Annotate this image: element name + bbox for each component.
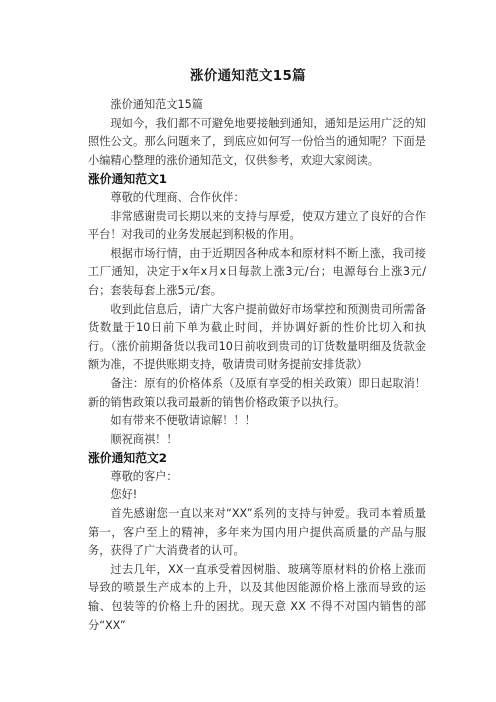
document-title: 涨价通知范文15篇 <box>190 68 306 84</box>
paragraph: 非常感谢贵司长期以来的支持与厚爱，使双方建立了良好的合作平台！对我司的业务发展起到积极的作用。 <box>88 209 426 242</box>
greeting: 您好! <box>110 488 138 502</box>
closing: 顺祝商祺！！ <box>110 432 178 446</box>
paragraph: 收到此信息后，请广大客户提前做好市场掌控和预测贵司所需备货数量于10日前下单为截止时间，并协调好新的性价比切入和执行。（涨价前期备货以我司10日前收到贵司的订货数量明细及货款金额为准，不提供账期支持，敬请贵司财务提前安排货款） <box>88 302 426 372</box>
salutation: 尊敬的代理商、合作伙伴： <box>110 190 245 204</box>
paragraph: 过去几年，XX一直承受着因树脂、玻璃等原材料的价格上涨而导致的喷景生产成本的上升，以及其他因能源价格上涨而导致的运输、包装等的价格上升的困扰。现天意 XX 不得不对国内销售的部分“XX” <box>88 562 426 632</box>
paragraph: 根据市场行情，由于近期因各种成本和原材料不断上涨，我司接工厂通知，决定于x年x月x日每款上涨3元/台；电源每台上涨3元/台；套装每套上涨5元/套。 <box>88 246 426 297</box>
paragraph: 备注：原有的价格体系（及原有享受的相关政策）即日起取消！新的销售政策以我司最新的销售价格政策予以执行。 <box>88 376 426 409</box>
section-heading-1: 涨价通知范文1 <box>88 172 167 187</box>
salutation: 尊敬的客户： <box>110 469 178 483</box>
paragraph: 如有带来不便敬请谅解！！！ <box>110 414 256 428</box>
intro-subtitle: 涨价通知范文15篇 <box>110 98 203 111</box>
section-heading-2: 涨价通知范文2 <box>88 451 167 466</box>
paragraph: 首先感谢您一直以来对“XX”系列的支持与钟爱。我司本着质量第一，客户至上的精神，多年来为国内用户提供高质量的产品与服务，获得了广大消费者的认可。 <box>88 507 426 558</box>
intro-paragraph: 现如今，我们都不可避免地要接触到通知，通知是运用广泛的知照性公文。那么问题来了，到底应如何写一份恰当的通知呢？下面是小编精心整理的涨价通知范文，仅供参考，欢迎大家阅读。 <box>88 116 426 167</box>
